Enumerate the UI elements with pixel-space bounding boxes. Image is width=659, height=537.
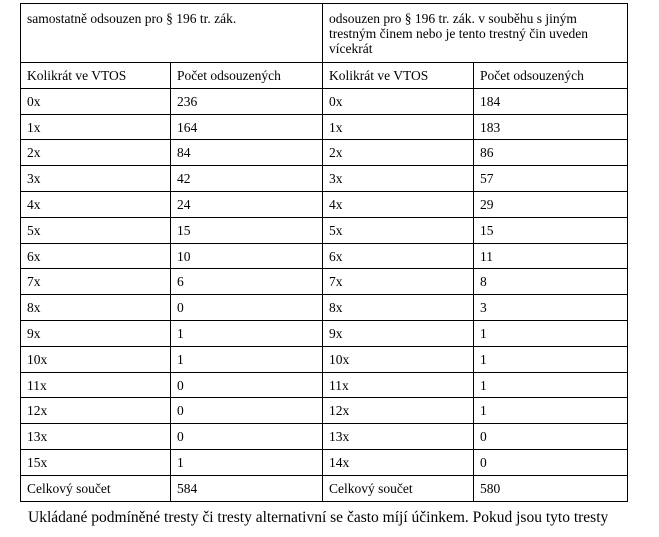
convicted-count-cell: 84 (171, 140, 323, 166)
count-times-cell: 8x (323, 295, 474, 321)
count-times-cell: 4x (323, 191, 474, 217)
convicted-count-cell: 0 (171, 372, 323, 398)
count-times-cell: 3x (21, 166, 171, 192)
convicted-count-cell: 580 (474, 475, 628, 501)
table-row (21, 320, 628, 346)
count-times-cell: 8x (21, 295, 171, 321)
group-header-concurrent: odsouzen pro § 196 tr. zák. v souběhu s jiným trestným činem nebo je tento trestný čin uveden vícekrát (323, 4, 628, 63)
count-times-cell: 5x (21, 217, 171, 243)
convicted-count-cell: 57 (474, 166, 628, 192)
count-times-cell: 1x (21, 114, 171, 140)
count-times-cell: 11x (21, 372, 171, 398)
group-header-row (21, 4, 628, 63)
convicted-count-cell: 3 (474, 295, 628, 321)
count-times-cell: 9x (323, 320, 474, 346)
body-text-line: Ukládané podmíněné tresty či tresty alternativní se často míjí účinkem. Pokud jsou tyto tresty (28, 509, 609, 526)
convicted-count-cell: 183 (474, 114, 628, 140)
count-times-cell: 11x (323, 372, 474, 398)
table-row (21, 424, 628, 450)
convicted-count-cell: 6 (171, 269, 323, 295)
convicted-count-cell: 0 (474, 449, 628, 475)
convicted-count-cell: 0 (171, 398, 323, 424)
count-times-cell: 5x (323, 217, 474, 243)
count-times-cell: 0x (323, 88, 474, 114)
convicted-count-cell: 29 (474, 191, 628, 217)
count-times-cell: 0x (21, 88, 171, 114)
convicted-count-cell: 236 (171, 88, 323, 114)
convicted-count-cell: 86 (474, 140, 628, 166)
count-times-cell: 7x (21, 269, 171, 295)
count-times-cell: Celkový součet (21, 475, 171, 501)
count-times-cell: 2x (21, 140, 171, 166)
table-row (21, 191, 628, 217)
convicted-count-cell: 15 (474, 217, 628, 243)
convicted-count-cell: 1 (474, 372, 628, 398)
count-times-cell: 7x (323, 269, 474, 295)
convicted-count-cell: 15 (171, 217, 323, 243)
count-times-cell: 2x (323, 140, 474, 166)
table-row (21, 243, 628, 269)
convicted-count-cell: 24 (171, 191, 323, 217)
column-header: Počet odsouzených (171, 63, 323, 89)
column-header: Počet odsouzených (474, 63, 628, 89)
count-times-cell: 15x (21, 449, 171, 475)
table-row (21, 166, 628, 192)
convicted-count-cell: 1 (171, 346, 323, 372)
table-row (21, 346, 628, 372)
convicted-count-cell: 1 (474, 398, 628, 424)
count-times-cell: 10x (21, 346, 171, 372)
count-times-cell: 13x (21, 424, 171, 450)
convicted-count-cell: 0 (171, 424, 323, 450)
convicted-count-cell: 184 (474, 88, 628, 114)
count-times-cell: 6x (21, 243, 171, 269)
count-times-cell: 3x (323, 166, 474, 192)
convicted-count-cell: 11 (474, 243, 628, 269)
count-times-cell: 1x (323, 114, 474, 140)
column-header-row (21, 63, 628, 89)
convictions-table (20, 3, 628, 502)
table-row (21, 372, 628, 398)
table-row (21, 140, 628, 166)
total-row (21, 475, 628, 501)
column-header: Kolikrát ve VTOS (21, 63, 171, 89)
count-times-cell: 9x (21, 320, 171, 346)
convicted-count-cell: 164 (171, 114, 323, 140)
count-times-cell: 12x (21, 398, 171, 424)
column-header: Kolikrát ve VTOS (323, 63, 474, 89)
table-row (21, 88, 628, 114)
count-times-cell: 6x (323, 243, 474, 269)
count-times-cell: 4x (21, 191, 171, 217)
count-times-cell: Celkový součet (323, 475, 474, 501)
convicted-count-cell: 8 (474, 269, 628, 295)
count-times-cell: 13x (323, 424, 474, 450)
convicted-count-cell: 584 (171, 475, 323, 501)
group-header-standalone: samostatně odsouzen pro § 196 tr. zák. (21, 4, 323, 63)
convicted-count-cell: 1 (171, 449, 323, 475)
convicted-count-cell: 42 (171, 166, 323, 192)
convicted-count-cell: 1 (171, 320, 323, 346)
count-times-cell: 14x (323, 449, 474, 475)
convicted-count-cell: 0 (171, 295, 323, 321)
count-times-cell: 12x (323, 398, 474, 424)
table-row (21, 114, 628, 140)
table-row (21, 269, 628, 295)
table-row (21, 295, 628, 321)
table-row (21, 449, 628, 475)
convicted-count-cell: 1 (474, 320, 628, 346)
table-row (21, 217, 628, 243)
convicted-count-cell: 10 (171, 243, 323, 269)
table-row (21, 398, 628, 424)
convicted-count-cell: 1 (474, 346, 628, 372)
count-times-cell: 10x (323, 346, 474, 372)
convicted-count-cell: 0 (474, 424, 628, 450)
